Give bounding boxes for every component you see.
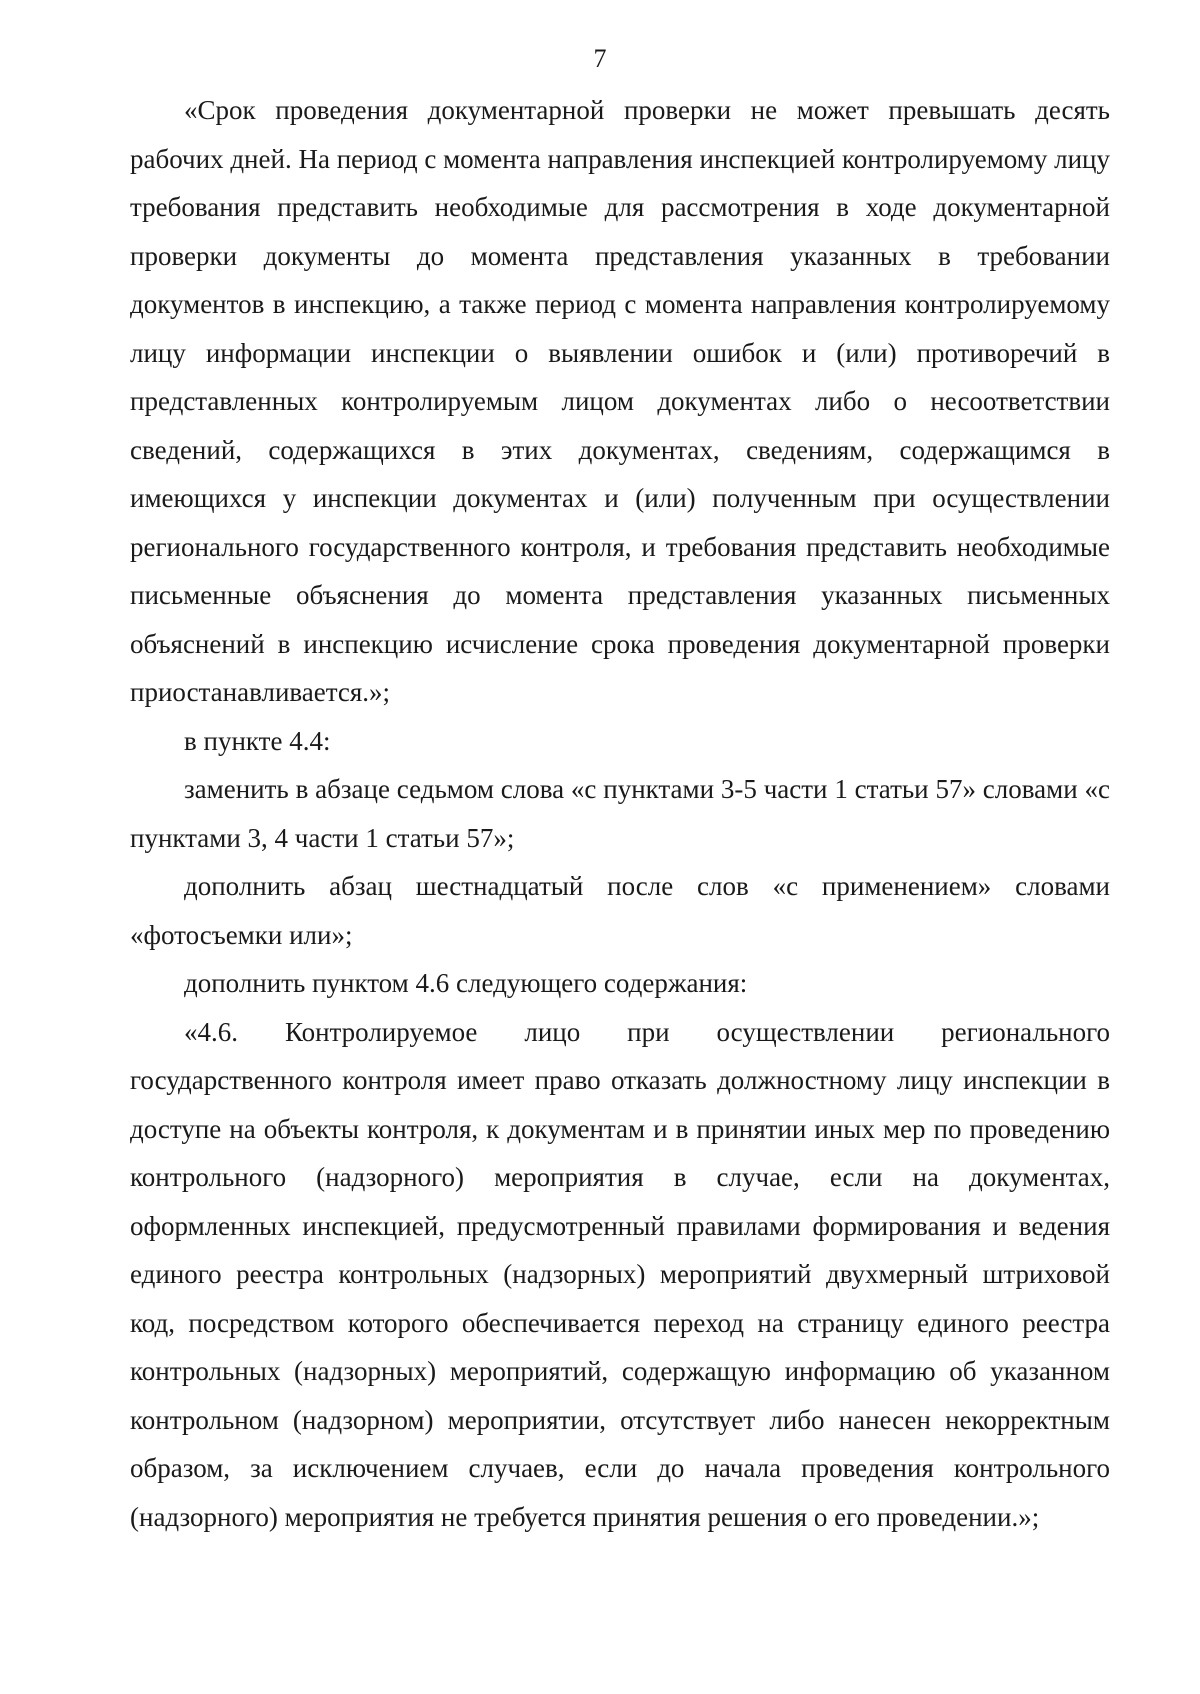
paragraph-replace-words: заменить в абзаце седьмом слова «с пунктами 3-5 части 1 статьи 57» словами «с пунктами 3, 4 части 1 статьи 57»; xyxy=(130,774,1110,853)
page-number: 7 xyxy=(593,44,607,73)
document-body xyxy=(130,86,1110,1541)
paragraph-add-point-4-6: дополнить пунктом 4.6 следующего содержания: xyxy=(184,968,748,998)
paragraph-add-photo: дополнить абзац шестнадцатый после слов «с применением» словами «фотосъемки или»; xyxy=(130,871,1110,950)
paragraph-point-4-4-intro: в пункте 4.4: xyxy=(184,725,331,756)
paragraph-point-4-6-text: «4.6. Контролируемое лицо при осуществлении регионального государственного контроля имеет право отказать должностному лицу инспекции в доступе на объекты контроля, к документам и в принятии иных мер по проведению контрольного (надзорного) мероприятия в случае, если на документах, оформленных инспекцией, предусмотренный правилами формирования и ведения единого реестра контрольных (надзорных) мероприятий двухмерный штриховой код, посредством которого обеспечивается переход на страницу единого реестра контрольных (надзорных) мероприятий, содержащую информацию об указанном контрольном (надзорном) мероприятии, отсутствует либо нанесен некорректным образом, за исключением случаев, если до начала проведения контрольного (надзорного) мероприятия не требуется принятия решения о его проведении.»; xyxy=(130,1016,1110,1532)
paragraph-inspection-term: «Срок проведения документарной проверки не может превышать десять рабочих дней. На период с момента направления инспекцией контролируемому лицу требования представить необходимые для рассмотрения в ходе документарной проверки документы до момента представления указанных в требовании документов в инспекцию, а также период с момента направления контролируемому лицу информации инспекции о выявлении ошибок и (или) противоречий в представленных контролируемым лицом документах либо о несоответствии сведений, содержащихся в этих документах, сведениям, содержащимся в имеющихся у инспекции документах и (или) полученным при осуществлении регионального государственного контроля, и требования представить необходимые письменные объяснения до момента представления указанных письменных объяснений в инспекцию исчисление срока проведения документарной проверки приостанавливается.»; xyxy=(130,95,1110,707)
